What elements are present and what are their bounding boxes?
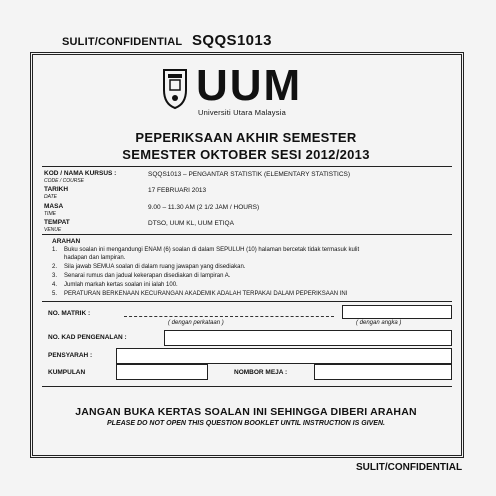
instruction-number: 3. [52, 273, 58, 279]
group-box[interactable] [116, 364, 208, 380]
matrik-words-line[interactable] [124, 316, 334, 317]
instruction-number: 2. [52, 264, 58, 270]
date-value: 17 FEBRUARI 2013 [148, 187, 207, 194]
uum-tagline: Universiti Utara Malaysia [198, 108, 286, 117]
venue-label: TEMPAT [44, 219, 70, 226]
course-code-header: SQQS1013 [192, 32, 272, 49]
instruction-text: hadapan dan lampiran. [64, 255, 126, 261]
instruction-text: Buku soalan ini mengandungi ENAM (6) soalan di dalam SEPULUH (10) halaman bercetak tidak termasuk kulit [64, 247, 360, 253]
instruction-text: Jumlah markah kertas soalan ini ialah 100. [64, 282, 178, 288]
time-sublabel: TIME [44, 211, 56, 217]
exam-title-line2: SEMESTER OKTOBER SESI 2012/2013 [122, 147, 370, 162]
date-label: TARIKH [44, 186, 69, 193]
instruction-number: 4. [52, 282, 58, 288]
venue-sublabel: VENUE [44, 227, 62, 233]
time-value: 9.00 – 11.30 AM (2 1/2 JAM / HOURS) [148, 204, 260, 211]
confidential-footer-label: SULIT/CONFIDENTIAL [356, 462, 463, 473]
info-top-divider [42, 166, 452, 167]
exam-title-line1: PEPERIKSAAN AKHIR SEMESTER [135, 130, 357, 145]
uum-logo-text: UUM [196, 61, 303, 110]
lecturer-box[interactable] [116, 348, 452, 364]
desk-number-box[interactable] [314, 364, 452, 380]
instruction-text: PERATURAN BERKENAAN KECURANGAN AKADEMIK ADALAH TERPAKAI DALAM PEPERIKSAAN INI [64, 291, 348, 297]
instruction-number: 5. [52, 291, 58, 297]
course-sublabel: CODE / COURSE [44, 178, 85, 184]
do-not-open-notice: JANGAN BUKA KERTAS SOALAN INI SEHINGGA DIBERI ARAHAN [75, 406, 417, 418]
form-bottom-divider [42, 386, 452, 387]
instructions-title: ARAHAN [52, 238, 81, 245]
instruction-text: Senarai rumus dan jadual kekerapan disediakan di lampiran A. [64, 273, 231, 279]
info-bottom-divider [42, 234, 452, 235]
uum-logo [160, 61, 350, 118]
ic-label: NO. KAD PENGENALAN : [48, 334, 127, 341]
do-not-open-notice-english: PLEASE DO NOT OPEN THIS QUESTION BOOKLET UNTIL INSTRUCTION IS GIVEN. [107, 420, 385, 427]
venue-value: DTSO, UUM KL, UUM ETIQA [148, 220, 234, 227]
form-top-divider [42, 301, 452, 302]
matrik-label: NO. MATRIK : [48, 310, 91, 317]
matrik-digits-box[interactable] [342, 305, 452, 319]
lecturer-label: PENSYARAH : [48, 352, 93, 359]
instruction-number: 1. [52, 247, 58, 253]
course-value: SQQS1013 – PENGANTAR STATISTIK (ELEMENTARY STATISTICS) [148, 171, 351, 178]
matrik-words-hint: ( dengan perkataan ) [168, 320, 224, 326]
group-label: KUMPULAN [48, 369, 86, 376]
desk-number-label: NOMBOR MEJA : [234, 369, 288, 376]
course-label: KOD / NAMA KURSUS : [44, 170, 117, 177]
ic-number-box[interactable] [164, 330, 452, 346]
date-sublabel: DATE [44, 194, 57, 200]
confidential-header-label: SULIT/CONFIDENTIAL [62, 36, 183, 48]
matrik-digits-hint: ( dengan angka ) [356, 320, 402, 326]
instruction-text: Sila jawab SEMUA soalan di dalam ruang jawapan yang disediakan. [64, 264, 246, 270]
time-label: MASA [44, 203, 64, 210]
